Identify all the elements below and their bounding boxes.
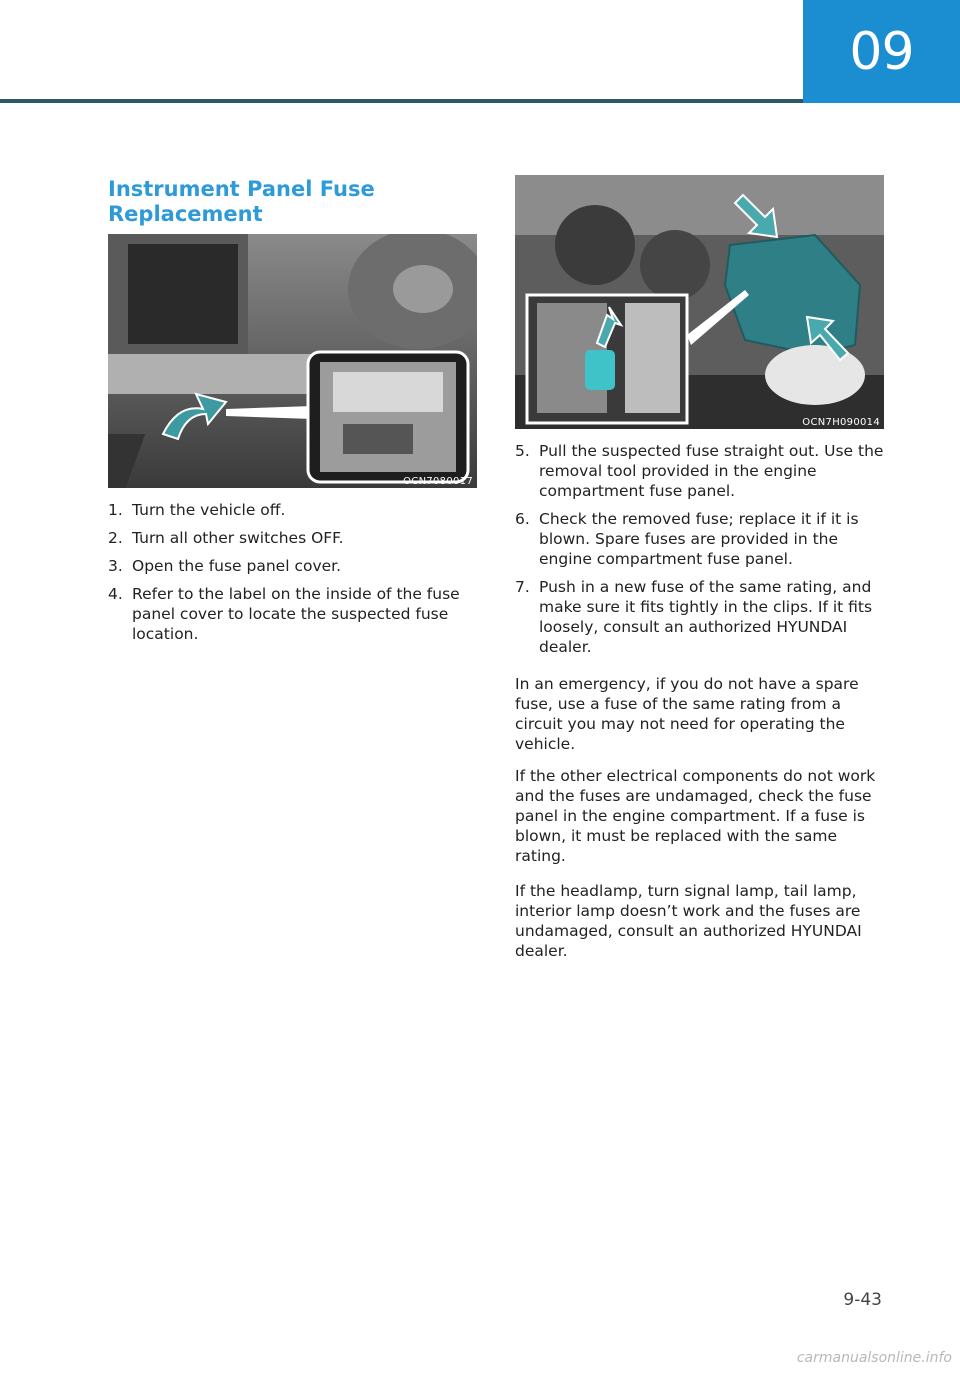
list-item: 5. Pull the suspected fuse straight out. Use the removal tool provided in the engine compartment fuse panel. xyxy=(515,442,884,500)
list-item: 6. Check the removed fuse; replace it if it is blown. Spare fuses are provided in the engine compartment fuse panel. xyxy=(515,510,859,568)
paragraph-headlamp: If the headlamp, turn signal lamp, tail lamp, interior lamp doesn’t work and the fuses are undamaged, consult an authorized HYUNDAI dealer. xyxy=(515,882,862,960)
dashboard-illustration xyxy=(108,234,477,488)
page-number: 9-43 xyxy=(843,1290,882,1310)
list-item: 3. Open the fuse panel cover. xyxy=(108,557,342,575)
right-steps-list xyxy=(515,441,887,665)
list-item: 1. Turn the vehicle off. xyxy=(108,501,286,519)
left-steps-list xyxy=(108,500,478,652)
figure-engine-fuse-box xyxy=(515,175,884,429)
figure-dashboard-fuse-panel xyxy=(108,234,477,488)
figure-caption-left: OCN7080017 xyxy=(403,476,473,487)
figure-caption-right: OCN7H090014 xyxy=(802,417,880,428)
list-item: 4. Refer to the label on the inside of the fuse panel cover to locate the suspected fuse location. xyxy=(108,585,460,643)
header-rule xyxy=(0,99,803,103)
list-item: 7. Push in a new fuse of the same rating, and make sure it fits tightly in the clips. If it fits loosely, consult an authorized HYUNDAI dealer. xyxy=(515,578,873,656)
chapter-tab: 09 xyxy=(803,0,960,103)
engine-illustration xyxy=(515,175,884,429)
paragraph-electrical-components: If the other electrical components do not work and the fuses are undamaged, check the fuse panel in the engine compartment. If a fuse is blown, it must be replaced with the same rating. xyxy=(515,767,876,865)
section-title: Instrument Panel Fuse Replacement xyxy=(108,177,375,226)
watermark: carmanualsonline.info xyxy=(796,1350,952,1366)
paragraph-emergency: In an emergency, if you do not have a spare fuse, use a fuse of the same rating from a circuit you may not need for operating the vehicle. xyxy=(515,675,859,753)
list-item: 2. Turn all other switches OFF. xyxy=(108,529,344,547)
